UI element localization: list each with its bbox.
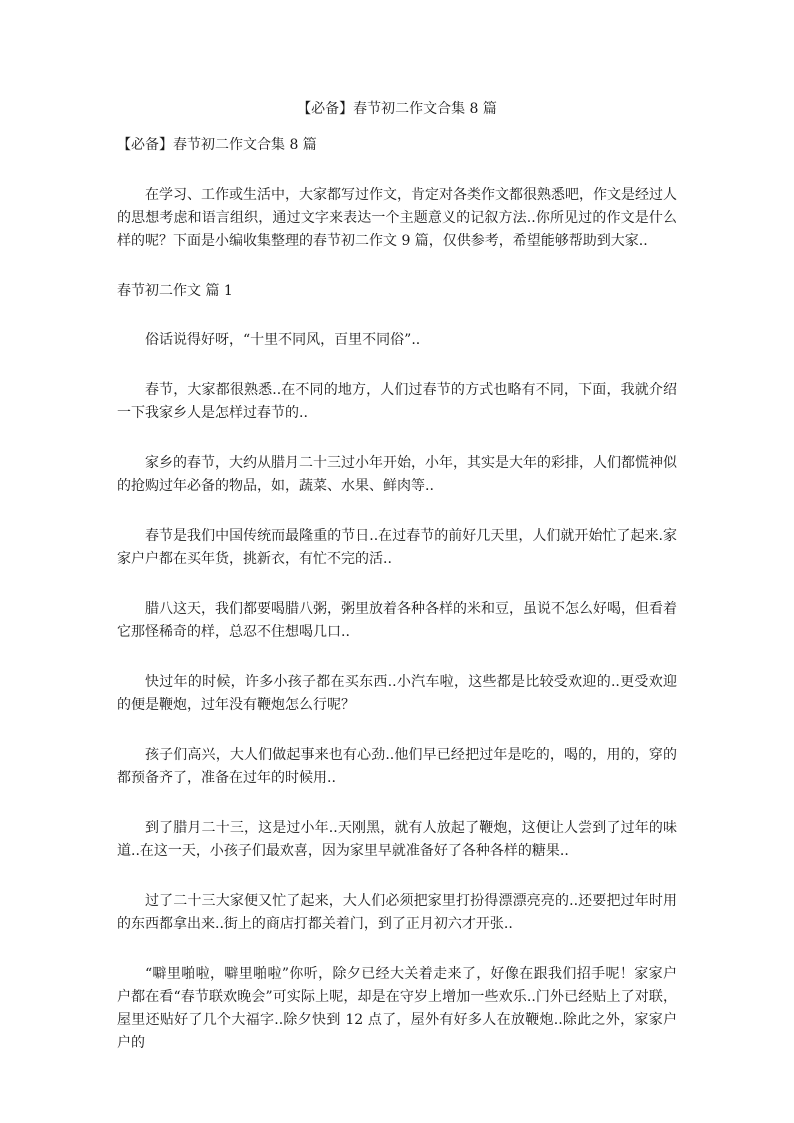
body-paragraph: 过了二十三大家便又忙了起来，大人们必须把家里打扮得漂漂亮亮的..还要把过年时用的东西都拿出来..街上的商店打都关着门，到了正月初六才开张.. xyxy=(117,893,677,932)
body-paragraph: 孩子们高兴，大人们做起事来也有心劲..他们早已经把过年是吃的，喝的，用的，穿的都预备齐了，准备在过年的时候用.. xyxy=(117,747,677,786)
body-paragraph: 到了腊月二十三，这是过小年..天刚黑，就有人放起了鞭炮，这便让人尝到了过年的味道..在这一天，小孩子们最欢喜，因为家里早就准备好了各种各样的糖果.. xyxy=(117,820,677,859)
section-heading: 春节初二作文 篇 1 xyxy=(117,283,233,299)
intro-paragraph: 在学习、工作或生活中，大家都写过作文，肯定对各类作文都很熟悉吧，作文是经过人的思想考虑和语言组织，通过文字来表达一个主题意义的记叙方法..你所见过的作文是什么样的呢？下面是小编收集整理的春节初二作文 9 篇，仅供参考，希望能够帮助到大家.. xyxy=(117,187,677,249)
body-paragraph: 春节是我们中国传统而最隆重的节日..在过春节的前好几天里，人们就开始忙了起来.家家户户都在买年货，挑新衣，有忙不完的活.. xyxy=(117,528,677,567)
body-paragraph: 俗话说得好呀，“十里不同风，百里不同俗”.. xyxy=(145,332,421,348)
body-paragraph: 快过年的时候，许多小孩子都在买东西..小汽车啦，这些都是比较受欢迎的..更受欢迎的便是鞭炮，过年没有鞭炮怎么行呢？ xyxy=(117,674,677,713)
body-paragraph: 腊八这天，我们都要喝腊八粥，粥里放着各种各样的米和豆，虽说不怎么好喝，但看着它那怪稀奇的样，总忍不住想喝几口.. xyxy=(117,601,677,640)
body-paragraph: “噼里啪啦，噼里啪啦”你听，除夕已经大关着走来了，好像在跟我们招手呢！家家户户都在看“春节联欢晚会”可实际上呢，却是在守岁上增加一些欢乐..门外已经贴上了对联，屋里还贴好了几个大福字..除夕快到 12 点了，屋外有好多人在放鞭炮..除此之外，家家户户的 xyxy=(117,966,677,1051)
body-paragraph: 春节，大家都很熟悉..在不同的地方，人们过春节的方式也略有不同，下面，我就介绍一下我家乡人是怎样过春节的.. xyxy=(117,382,677,421)
document-body xyxy=(117,184,677,1082)
document-subtitle: 【必备】春节初二作文合集 8 篇 xyxy=(117,137,317,153)
document-title: 【必备】春节初二作文合集 8 篇 xyxy=(297,101,497,117)
body-paragraph: 家乡的春节，大约从腊月二十三过小年开始，小年，其实是大年的彩排，人们都慌神似的抢购过年必备的物品，如，蔬菜、水果、鲜肉等.. xyxy=(117,455,677,494)
